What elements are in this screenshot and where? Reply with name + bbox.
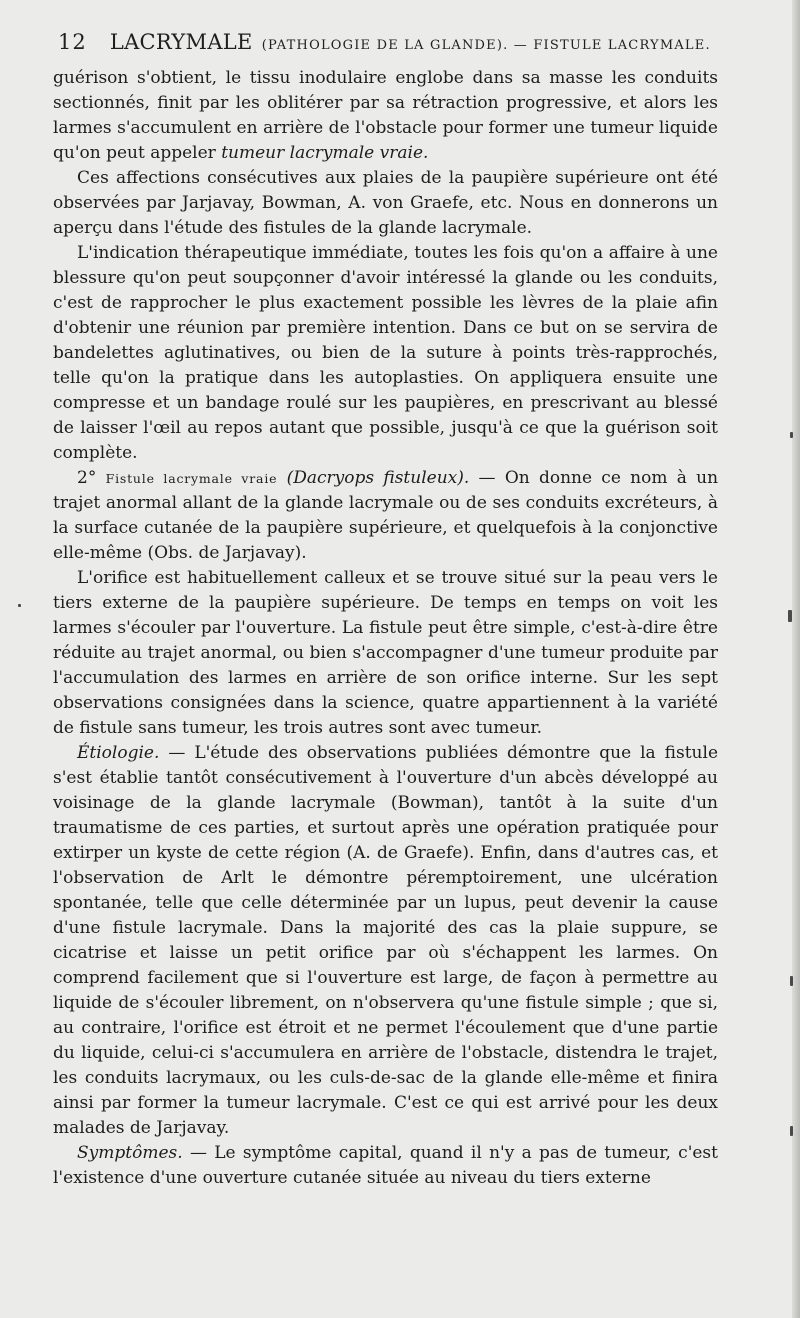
section-heading: Fistule lacrymale vraie	[105, 471, 278, 486]
margin-speck	[788, 610, 792, 622]
margin-speck	[18, 604, 21, 607]
paragraph-continuation: guérison s'obtient, le tissu inodulaire englobe dans sa masse les conduits sectionnés, finit par les oblitérer par sa rétraction progressive, et alors les larmes s'accumulent en arrière de l'obstacle pour former une tumeur liquide qu'on peut appeler tumeur lacrymale vraie.	[53, 68, 718, 163]
margin-speck	[790, 1126, 793, 1136]
subheading-symptomes: Symptômes.	[77, 1143, 183, 1163]
running-title: LACRYMALE	[109, 30, 253, 54]
running-head	[58, 30, 758, 60]
running-subtitle: (PATHOLOGIE DE LA GLANDE). — FISTULE LACRYMALE.	[261, 38, 711, 53]
subheading-etiologie: Étiologie.	[77, 743, 160, 763]
section-number: 2°	[77, 468, 97, 488]
section-heading-latin: (Dacryops fistuleux).	[286, 468, 470, 488]
paragraph-fistule-definition: 2° Fistule lacrymale vraie (Dacryops fistuleux). — On donne ce nom à un trajet anormal allant de la glande lacrymale ou de ses conduits excréteurs, à la surface cutanée de la paupière supérieure, et quelquefois à la conjonctive elle-même (Obs. de Jarjavay).	[53, 468, 719, 563]
paragraph-orifice: L'orifice est habituellement calleux et se trouve situé sur la peau vers le tiers externe de la paupière supérieure. De temps en temps on voit les larmes s'écouler par l'ouverture. La fistule peut être simple, c'est-à-dire être réduite au trajet anormal, ou bien s'accompagner d'une tumeur produite par l'accumulation des larmes en arrière de son orifice interne. Sur les sept observations consignées dans la science, quatre appartiennent à la variété de fistule sans tumeur, les trois autres sont avec tumeur.	[53, 568, 718, 738]
body-text	[53, 66, 718, 1191]
paragraph-indication: L'indication thérapeutique immédiate, toutes les fois qu'on a affaire à une blessure qu'on peut soupçonner d'avoir intéressé la glande ou les conduits, c'est de rapprocher le plus exactement possible les lèvres de la plaie afin d'obtenir une réunion par première intention. Dans ce but on se servira de bandelettes aglutinatives, ou bien de la suture à points très-rapprochés, telle qu'on la pratique dans les autoplasties. On appliquera ensuite une compresse et un bandage roulé sur les paupières, en prescrivant au blessé de laisser l'œil au repos autant que possible, jusqu'à ce que la guérison soit complète.	[53, 243, 718, 463]
paragraph-symptomes: Symptômes. — Le symptôme capital, quand il n'y a pas de tumeur, c'est l'existence d'une ouverture cutanée située au niveau du tiers externe	[53, 1143, 718, 1188]
emphasis-tumeur-lacrymale-vraie: tumeur lacrymale vraie.	[221, 143, 429, 163]
page-number: 12	[58, 30, 87, 54]
margin-speck	[790, 432, 793, 438]
page-edge	[792, 0, 800, 1318]
paragraph-affections: Ces affections consécutives aux plaies de la paupière supérieure ont été observées par Jarjavay, Bowman, A. von Graefe, etc. Nous en donnerons un aperçu dans l'étude des fistules de la glande lacrymale.	[53, 168, 718, 238]
paragraph-etiologie: Étiologie. — L'étude des observations publiées démontre que la fistule s'est établie tantôt consécutivement à l'ouverture d'un abcès développé au voisinage de la glande lacrymale (Bowman), tantôt à la suite d'un traumatisme de ces parties, et surtout après une opération pratiquée pour extirper un kyste de cette région (A. de Graefe). Enfin, dans d'autres cas, et l'observation de Arlt le démontre péremptoirement, une ulcération spontanée, telle que celle déterminée par un lupus, peut devenir la cause d'une fistule lacrymale. Dans la majorité des cas la plaie suppure, se cicatrise et laisse un petit orifice par où s'échappent les larmes. On comprend facilement que si l'ouverture est large, de façon à permettre au liquide de s'écouler librement, on n'observera qu'une fistule simple ; que si, au contraire, l'orifice est étroit et ne permet l'écoulement que d'une partie du liquide, celui-ci s'accumulera en arrière de l'obstacle, distendra le trajet, les conduits lacrymaux, ou les culs-de-sac de la glande elle-même et finira ainsi par former la tumeur lacrymale. C'est ce qui est arrivé pour les deux malades de Jarjavay.	[53, 743, 719, 1138]
margin-speck	[790, 976, 793, 986]
